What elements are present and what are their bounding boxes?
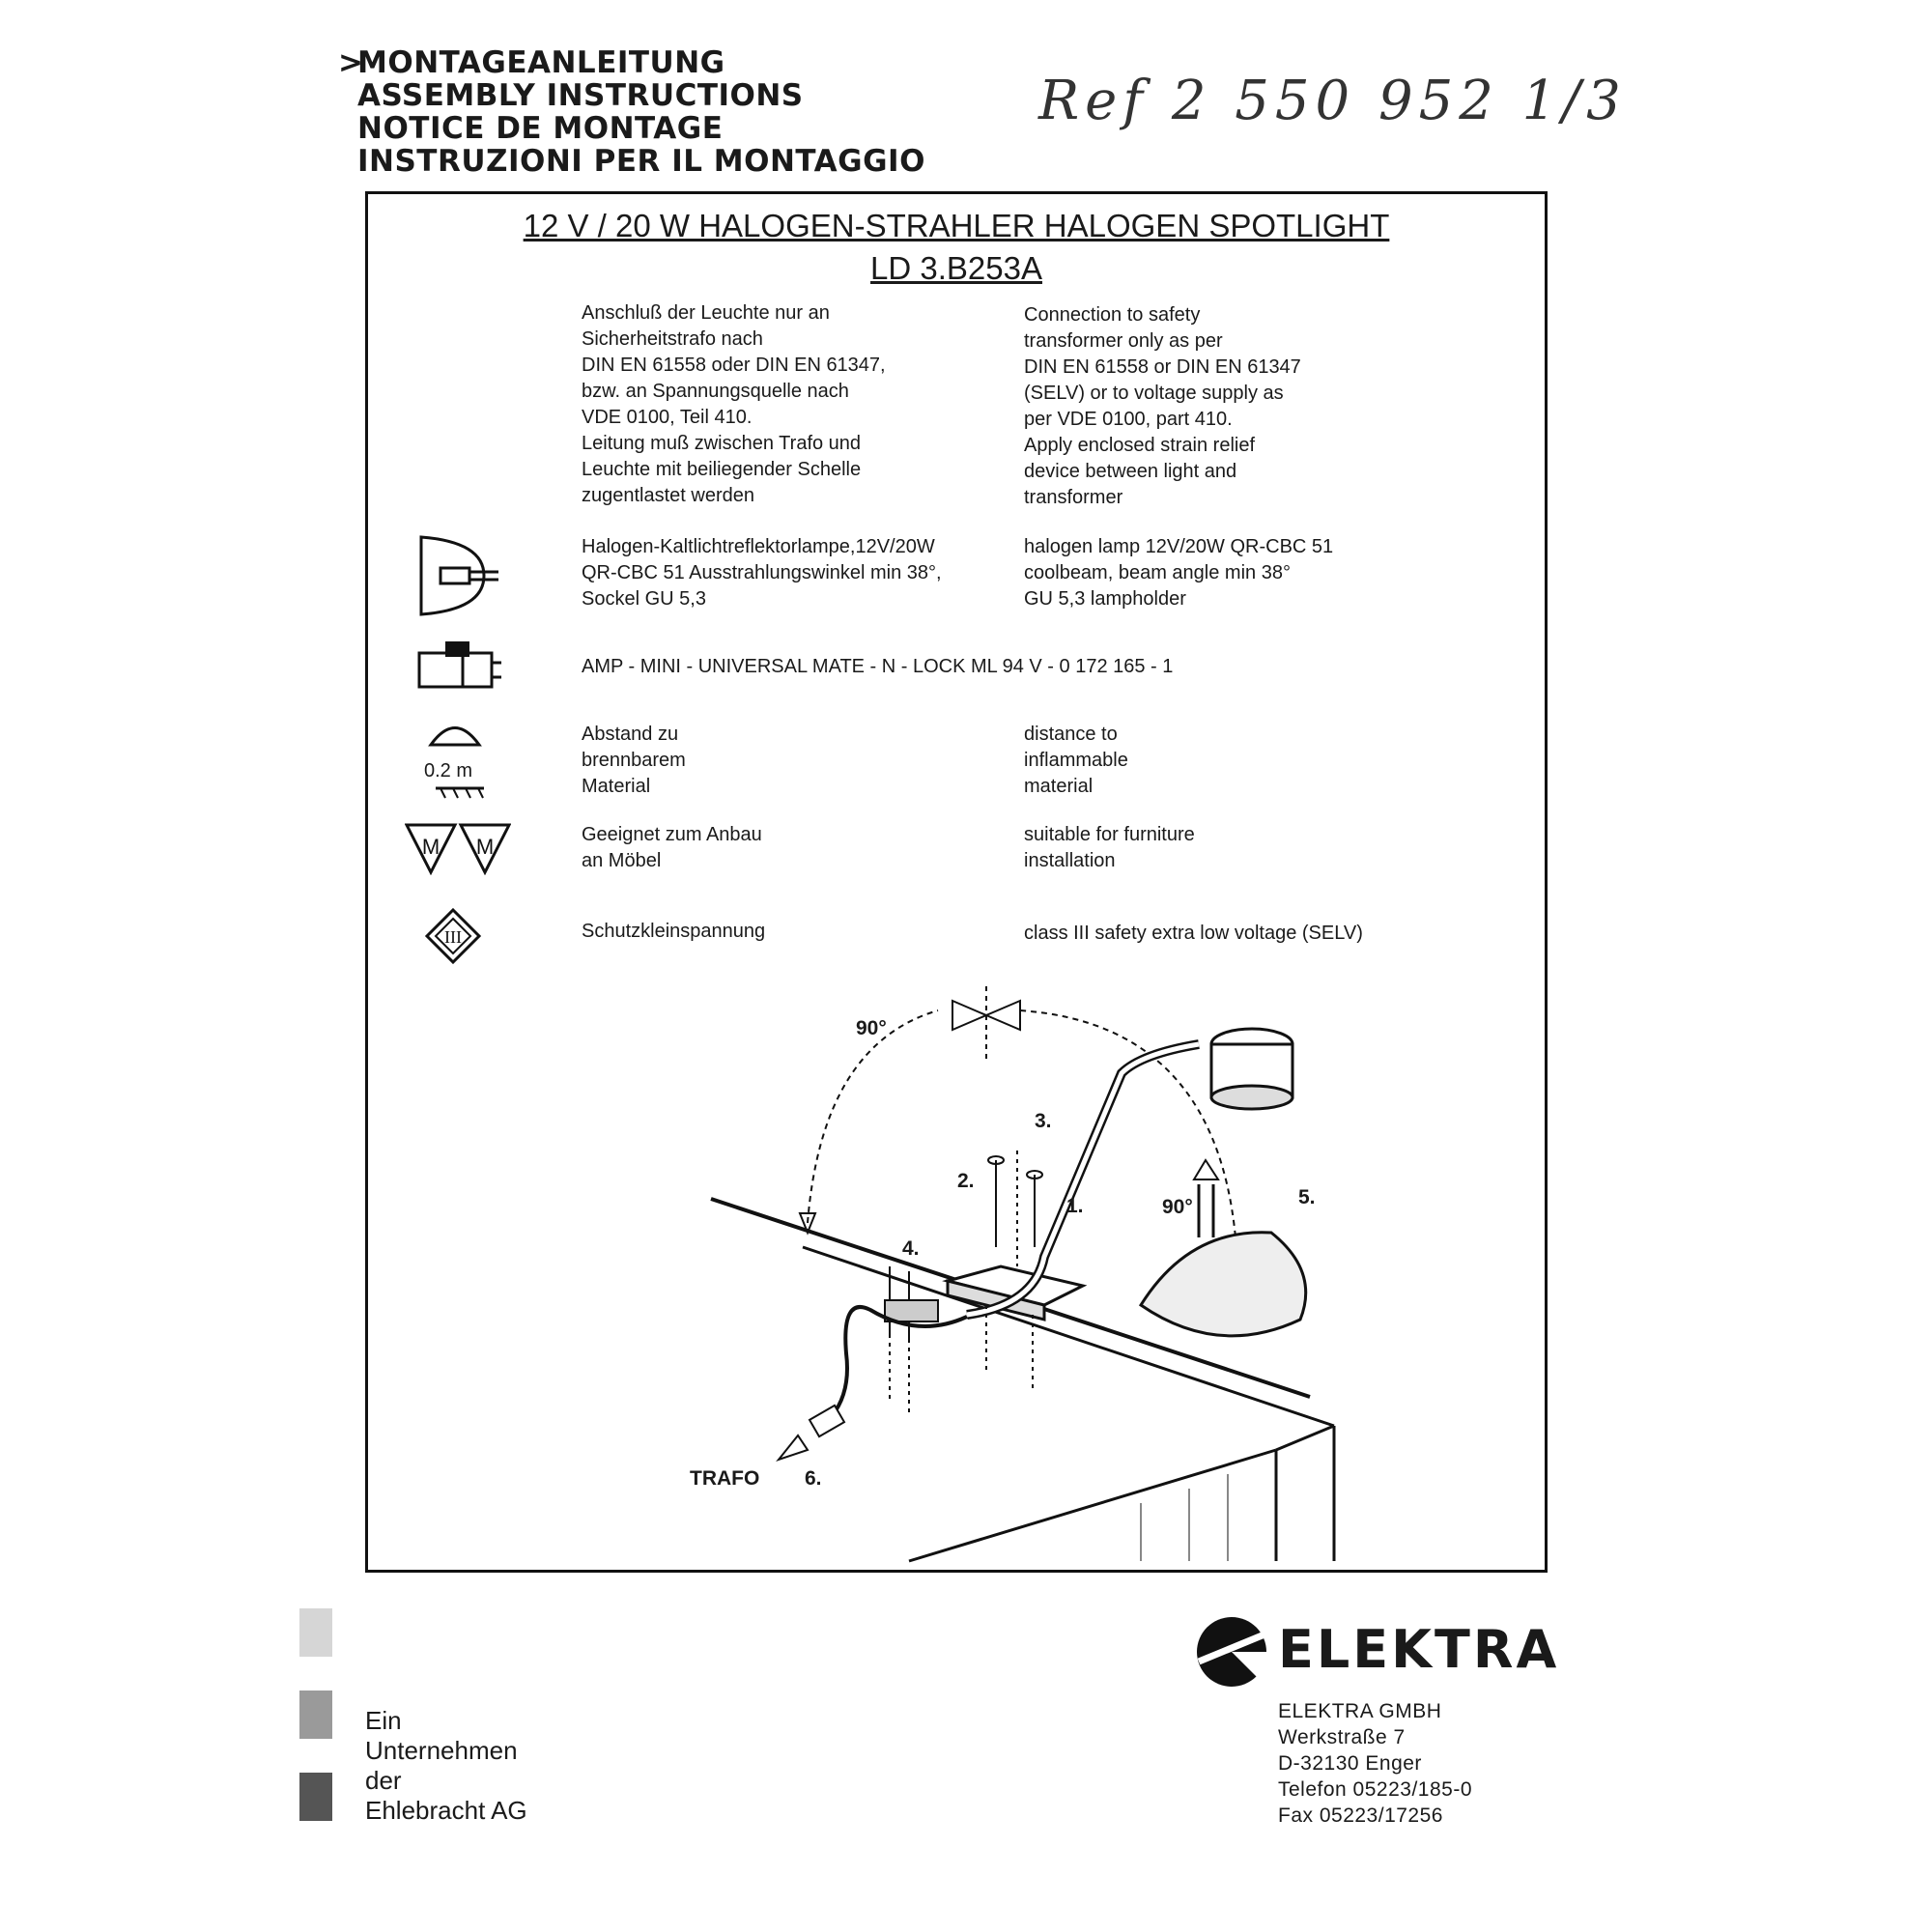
svg-text:M: M [475, 835, 495, 859]
group-affiliation-text: Ein Unternehmen der Ehlebracht AG [365, 1706, 527, 1825]
title-fr: NOTICE DE MONTAGE [357, 111, 724, 146]
document-title-block [338, 45, 925, 179]
step-5-label: 5. [1298, 1186, 1316, 1208]
company-address: ELEKTRA GMBH Werkstraße 7 D-32130 Enger Telefon 05223/185-0 Fax 05223/17256 [1278, 1700, 1472, 1827]
furniture-text-en: suitable for furniture installation [1024, 824, 1195, 871]
distance-text-en: distance to inflammable material [1024, 724, 1128, 797]
step-4-label: 4. [902, 1237, 920, 1260]
title-it: INSTRUZIONI PER IL MONTAGGIO [357, 144, 925, 179]
elektra-logo-word: ELEKTRA [1278, 1619, 1560, 1680]
step-2-label: 2. [957, 1170, 975, 1192]
assembly-diagram [368, 986, 1545, 1566]
step-1-label: 1. [1066, 1195, 1084, 1217]
step-3-label: 3. [1035, 1110, 1052, 1132]
angle-label-right: 90° [1162, 1196, 1193, 1218]
furniture-text-de: Geeignet zum Anbau an Möbel [582, 824, 762, 871]
title-en: ASSEMBLY INSTRUCTIONS [357, 78, 804, 113]
instruction-frame [365, 191, 1548, 1573]
distance-text-de: Abstand zu brennbarem Material [582, 724, 686, 797]
angle-label-left: 90° [856, 1017, 887, 1039]
gray-swatch-dark [299, 1773, 332, 1821]
halogen-lamp-icon [416, 532, 503, 619]
svg-text:III: III [444, 927, 462, 947]
lamp-text-en: halogen lamp 12V/20W QR-CBC 51 coolbeam, beam angle min 38° GU 5,3 lampholder [1024, 536, 1334, 610]
furniture-mark-icon [405, 822, 511, 875]
title-marker: > [338, 45, 364, 80]
gray-swatch-medium [299, 1690, 332, 1739]
lamp-text-de: Halogen-Kaltlichtreflektorlampe,12V/20W QR-CBC 51 Ausstrahlungswinkel min 38°, Sockel GU 5,3 [582, 536, 942, 610]
connection-text-de: Anschluß der Leuchte nur an Sicherheitstrafo nach DIN EN 61558 oder DIN EN 61347, bzw. an Spannungsquelle nach VDE 0100, Teil 410. Leitung muß zwischen Trafo und Leuchte mit beiliegender Schelle zugentlastet werden [582, 302, 886, 506]
title-de: MONTAGEANLEITUNG [357, 45, 725, 80]
handwritten-reference: Ref 2 550 952 1/3 [1038, 70, 1627, 132]
safety-text-en: class III safety extra low voltage (SELV) [1024, 923, 1363, 944]
distance-icon-label: 0.2 m [424, 760, 473, 781]
svg-text:M: M [421, 835, 440, 859]
product-title: 12 V / 20 W HALOGEN-STRAHLER HALOGEN SPOTLIGHT [523, 208, 1390, 243]
trafo-label: TRAFO [690, 1467, 760, 1490]
safety-text-de: Schutzkleinspannung [582, 921, 766, 942]
product-model: LD 3.B253A [870, 250, 1042, 286]
class-iii-icon [424, 907, 482, 965]
elektra-logo-icon [1193, 1613, 1270, 1690]
connection-text-en: Connection to safety transformer only as per DIN EN 61558 or DIN EN 61347 (SELV) or to voltage supply as per VDE 0100, part 410. Apply enclosed strain relief device between light and transformer [1024, 304, 1301, 508]
connector-text: AMP - MINI - UNIVERSAL MATE - N - LOCK ML 94 V - 0 172 165 - 1 [582, 656, 1174, 677]
connector-icon [416, 634, 503, 692]
step-6-label: 6. [805, 1467, 822, 1490]
gray-swatch-light [299, 1608, 332, 1657]
